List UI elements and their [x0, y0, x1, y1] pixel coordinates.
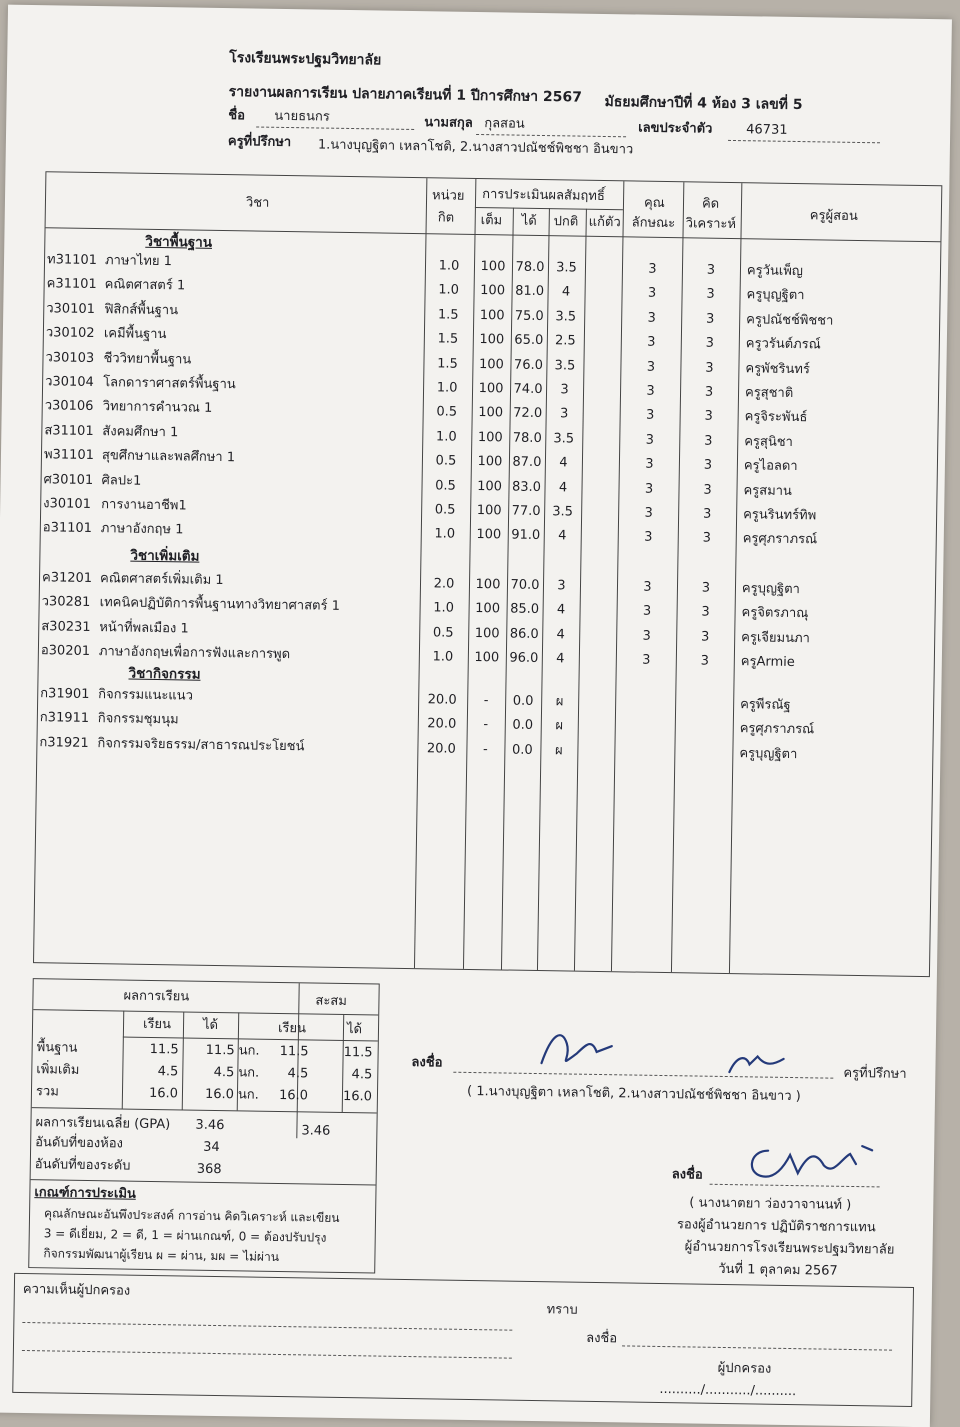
section-extra: วิชาเพิ่มเติม — [130, 547, 200, 565]
summary-study: 16.0 — [148, 1085, 179, 1102]
score-got: 0.0 — [512, 693, 534, 709]
score-full: 100 — [479, 307, 505, 324]
score-got: 70.0 — [510, 577, 540, 594]
subject-code: ก31901 — [40, 686, 90, 702]
rank-level-value: 368 — [196, 1161, 222, 1178]
score-full: - — [483, 717, 489, 733]
col-assessment: การประเมินผลสัมฤทธิ์ — [482, 187, 605, 204]
col-teacher: ครูผู้สอน — [809, 208, 858, 224]
subject-code: อ30201 — [40, 643, 91, 660]
advisor-names: ( 1.นางบุญฐิตา เหลาโชติ, 2.นางสาวปณัชช์พิชชา อินขาว ) — [466, 1083, 801, 1105]
grade-normal: 2.5 — [554, 333, 576, 349]
advisor-1-signature — [531, 1023, 622, 1074]
grade-normal: 4 — [558, 479, 568, 496]
subject-code: ศ30101 — [43, 471, 94, 488]
subject-code: ก31921 — [39, 734, 89, 751]
teacher-name: ครูไอลดา — [743, 458, 798, 475]
summary-unit: นก. — [238, 1043, 260, 1059]
section-basic: วิชาพื้นฐาน — [145, 233, 213, 251]
summary-row-label: เพิ่มเติม — [36, 1062, 80, 1078]
rank-room-label: อันดับที่ของห้อง — [35, 1135, 124, 1152]
summary-cum-study-head: เรียน — [277, 1020, 307, 1037]
teacher-name: ครูนรินทร์ทิพ — [743, 507, 817, 524]
analysis-score: 3 — [701, 580, 711, 596]
subject-name: ฟิสิกส์พื้นฐาน — [104, 301, 179, 319]
analysis-score: 3 — [701, 604, 710, 621]
analysis-score: 3 — [700, 629, 710, 645]
summary-cum-got: 4.5 — [351, 1067, 373, 1083]
gpa-cum-value: 3.46 — [301, 1123, 331, 1139]
summary-got-head: ได้ — [202, 1017, 219, 1034]
id-dotline — [728, 140, 880, 143]
summary-study: 11.5 — [149, 1041, 179, 1058]
surname-label: นามสกุล — [424, 115, 473, 131]
col-full: เต็ม — [480, 213, 503, 229]
characteristic-score: 3 — [646, 359, 656, 375]
characteristic-score: 3 — [647, 334, 656, 350]
teacher-name: ครูสมาน — [743, 482, 793, 499]
characteristic-score: 3 — [645, 432, 655, 448]
report-title: รายงานผลการเรียน ปลายภาคเรียนที่ 1 ปีการศึกษา 2567 — [228, 84, 583, 106]
criteria-line-2: 3 = ดีเยี่ยม, 2 = ดี, 1 = ผ่านเกณฑ์, 0 = ต้องปรับปรุง — [43, 1226, 327, 1245]
score-full: 100 — [476, 503, 502, 519]
summary-got: 16.0 — [204, 1086, 235, 1103]
score-full: 100 — [478, 381, 504, 397]
subject-code: ค31201 — [41, 570, 93, 586]
grade-normal: 3.5 — [553, 431, 575, 447]
grade-normal: 4 — [558, 528, 567, 544]
score-got: 77.0 — [511, 503, 541, 520]
subject-code: ท31101 — [46, 252, 98, 269]
subject-code: ว30101 — [46, 301, 96, 317]
score-full: 100 — [476, 527, 502, 543]
score-got: 65.0 — [514, 332, 544, 349]
id-label: เลขประจำตัว — [638, 120, 713, 137]
score-got: 0.0 — [511, 742, 533, 758]
advisor-label: ครูที่ปรึกษา — [227, 134, 292, 151]
characteristic-score: 3 — [645, 408, 655, 424]
characteristic-score: 3 — [648, 261, 657, 277]
characteristic-score: 3 — [645, 456, 654, 472]
subject-credit: 1.0 — [432, 649, 454, 665]
advisor-role: ครูที่ปรึกษา — [843, 1065, 907, 1082]
teacher-name: ครูปณัชช์พิชชา — [746, 312, 834, 329]
score-got: 87.0 — [512, 454, 542, 471]
characteristic-score: 3 — [644, 481, 654, 497]
deputy-role-1: รองผู้อำนวยการ ปฏิบัติราชการแทน — [676, 1217, 876, 1236]
score-got: 81.0 — [515, 283, 545, 300]
summary-cum-got: 16.0 — [342, 1088, 373, 1105]
teacher-name: ครูสุนิชา — [744, 434, 794, 450]
summary-cumulative-label: สะสม — [315, 993, 347, 1010]
subject-code: อ31101 — [42, 520, 93, 537]
grade-normal: 4 — [561, 284, 571, 300]
subject-name: กิจกรรมแนะแนว — [98, 687, 194, 704]
grade-normal: 3 — [560, 382, 569, 398]
teacher-name: ครูศุภราภรณ์ — [739, 721, 815, 738]
subject-credit: 1.0 — [435, 429, 457, 445]
teacher-name: ครูบุญฐิตา — [741, 581, 801, 598]
summary-box — [28, 978, 380, 1273]
parent-sign-label: ลงชื่อ — [586, 1330, 618, 1347]
name-dotline — [256, 126, 414, 129]
analysis-score: 3 — [703, 457, 713, 473]
gpa-value: 3.46 — [195, 1117, 225, 1134]
grades-table — [33, 171, 942, 977]
grade-normal: ผ — [555, 718, 564, 734]
analysis-score: 3 — [704, 384, 714, 400]
subject-credit: 0.5 — [435, 453, 457, 469]
summary-cum-study: 16.0 — [278, 1087, 309, 1104]
subject-credit: 20.0 — [427, 692, 457, 708]
subject-credit: 1.0 — [433, 600, 455, 617]
subject-credit: 20.0 — [426, 741, 457, 757]
analysis-score: 3 — [704, 433, 713, 449]
summary-unit: นก. — [238, 1065, 260, 1081]
analysis-score: 3 — [702, 506, 712, 522]
subject-name: กิจกรรมจริยธรรม/สาธารณประโยชน์ — [97, 735, 305, 755]
parent-acknowledge: ทราบ — [546, 1302, 578, 1318]
surname-value: กุลสอน — [484, 116, 525, 132]
grade-normal: 3.5 — [555, 309, 577, 325]
subject-name: คณิตศาสตร์ 1 — [104, 277, 186, 294]
subject-credit: 0.5 — [436, 404, 458, 421]
col-normal: ปกติ — [553, 214, 579, 230]
col-subject: วิชา — [245, 195, 270, 211]
score-got: 96.0 — [509, 650, 539, 667]
teacher-name: ครูบุญฐิตา — [746, 287, 805, 304]
summary-row — [32, 1081, 377, 1108]
col-retest: แก้ตัว — [588, 214, 621, 231]
analysis-score: 3 — [706, 262, 716, 278]
parent-opinion-label: ความเห็นผู้ปกครอง — [22, 1281, 131, 1299]
score-got: 72.0 — [513, 405, 543, 422]
score-got: 0.0 — [512, 717, 534, 734]
analysis-score: 3 — [704, 408, 713, 425]
grade-normal: 3.5 — [556, 260, 577, 276]
subject-name: ชีววิทยาพื้นฐาน — [103, 350, 192, 368]
grade-normal: 4 — [556, 627, 565, 643]
subject-credit: 1.0 — [436, 380, 458, 396]
analysis-score: 3 — [703, 482, 712, 498]
subject-name: เทคนิคปฏิบัติการพื้นฐานทางวิทยาศาสตร์ 1 — [99, 595, 341, 615]
score-full: 100 — [474, 650, 500, 666]
parent-role: ผู้ปกครอง — [717, 1360, 772, 1377]
criteria-line-3: กิจกรรมพัฒนาผู้เรียน ผ = ผ่าน, มผ = ไม่ผ่าน — [43, 1246, 280, 1264]
parent-opinion-line-1 — [22, 1322, 512, 1331]
subject-name: ศิลปะ1 — [101, 472, 142, 489]
characteristic-score: 3 — [647, 310, 656, 326]
score-full: 100 — [475, 601, 501, 617]
summary-row-label: พื้นฐาน — [36, 1040, 78, 1056]
summary-row-label: รวม — [35, 1084, 59, 1100]
summary-cum-study: 11.5 — [279, 1043, 309, 1060]
parent-date-blank: ........../.........../.......... — [659, 1381, 797, 1400]
characteristic-score: 3 — [643, 579, 652, 595]
grade-normal: 3 — [557, 578, 566, 594]
grade-normal: 3 — [559, 406, 569, 422]
subject-code: พ31101 — [43, 447, 95, 464]
advisor-2-signature — [721, 1046, 792, 1081]
subject-name: หน้าที่พลเมือง 1 — [99, 619, 189, 637]
subject-name: สุขศึกษาและพลศึกษา 1 — [101, 448, 236, 466]
teacher-name: ครูArmie — [740, 654, 795, 671]
subject-code: ค31101 — [46, 276, 97, 293]
subject-name: โลกดาราศาสตร์พื้นฐาน — [103, 375, 236, 393]
subject-credit: 1.5 — [437, 307, 459, 323]
analysis-score: 3 — [705, 335, 715, 351]
grade-normal: 4 — [559, 455, 568, 471]
subject-name: คณิตศาสตร์เพิ่มเติม 1 — [99, 571, 224, 589]
subject-name: กิจกรรมชุมนุม — [97, 711, 179, 728]
characteristic-score: 3 — [646, 383, 655, 399]
parent-opinion-line-2 — [22, 1350, 512, 1359]
teacher-name: ครูสุชาติ — [744, 385, 794, 401]
subject-credit: 1.0 — [438, 282, 460, 299]
col-credit-bottom: กิต — [437, 210, 455, 226]
subject-code: ง30101 — [43, 496, 92, 512]
subject-name: สังคมศึกษา 1 — [102, 423, 179, 441]
subject-name: ภาษาไทย 1 — [104, 253, 173, 270]
parent-sign-dotline — [622, 1345, 892, 1350]
deputy-sign-label: ลงชื่อ — [671, 1167, 703, 1183]
teacher-name: ครูวันเพ็ญ — [746, 263, 804, 280]
score-got: 86.0 — [509, 626, 539, 642]
subject-name: ภาษาอังกฤษเพื่อการฟังและการพูด — [98, 644, 291, 663]
col-think-top: คิด — [701, 196, 720, 212]
characteristic-score: 3 — [644, 505, 653, 521]
characteristic-score: 3 — [647, 286, 657, 302]
advisor-sign-label: ลงชื่อ — [411, 1055, 443, 1071]
summary-got: 11.5 — [205, 1042, 235, 1059]
subject-credit: 0.5 — [432, 625, 454, 641]
score-full: - — [483, 693, 489, 709]
summary-study: 4.5 — [157, 1064, 179, 1080]
score-full: 100 — [478, 405, 504, 421]
analysis-score: 3 — [700, 653, 710, 669]
subject-credit: 0.5 — [435, 477, 457, 494]
deputy-name: ( นางนาตยา ว่องวาจานนท์ ) — [689, 1195, 852, 1213]
grade-normal: 4 — [556, 651, 565, 667]
grade-normal: 4 — [556, 602, 566, 618]
deputy-role-2: ผู้อำนวยการโรงเรียนพระปฐมวิทยาลัย — [684, 1239, 895, 1258]
summary-results-label: ผลการเรียน — [123, 988, 190, 1005]
subject-credit: 1.0 — [434, 526, 456, 543]
grade-normal: 3.5 — [554, 357, 576, 374]
score-got: 85.0 — [510, 601, 540, 618]
subject-code: ส31101 — [44, 423, 94, 439]
summary-cum-got-head: ได้ — [346, 1022, 363, 1038]
score-full: 100 — [480, 259, 506, 275]
score-got: 83.0 — [511, 479, 542, 495]
subject-credit: 1.0 — [438, 258, 460, 274]
id-value: 46731 — [746, 122, 788, 138]
score-full: 100 — [474, 625, 500, 642]
teacher-name: ครูจิตรภาณุ — [741, 605, 809, 622]
subject-code: ส30231 — [41, 618, 91, 635]
score-full: 100 — [479, 332, 505, 348]
teacher-name: ครูพีรณัฐ — [740, 697, 791, 713]
criteria-line-1: คุณลักษณะอันพึงประสงค์ การอ่าน คิดวิเคราะห์ และเขียน — [43, 1206, 340, 1225]
surname-dotline — [476, 134, 626, 137]
analysis-score: 3 — [702, 530, 712, 547]
analysis-score: 3 — [706, 286, 715, 303]
col-char-top: คุณ — [643, 195, 665, 211]
col-got: ได้ — [521, 213, 537, 229]
col-credit-top: หน่วย — [431, 188, 465, 204]
summary-study-head: เรียน — [142, 1016, 172, 1033]
analysis-score: 3 — [705, 311, 715, 327]
subject-name: วิทยาการคำนวณ 1 — [102, 399, 213, 417]
parent-opinion-box — [12, 1273, 914, 1407]
summary-cum-study: 4.5 — [287, 1066, 309, 1082]
score-got: 91.0 — [511, 527, 541, 544]
score-full: - — [482, 741, 488, 758]
subject-credit: 1.5 — [437, 355, 458, 372]
characteristic-score: 3 — [642, 628, 651, 644]
score-got: 74.0 — [513, 381, 543, 398]
subject-name: การงานอาชีพ1 — [101, 497, 187, 514]
grade-normal: ผ — [554, 743, 563, 759]
teacher-name: ครูบุญฐิตา — [739, 745, 798, 762]
score-full: 100 — [477, 429, 503, 446]
subject-code: ก31911 — [39, 710, 90, 727]
characteristic-score: 3 — [642, 604, 652, 620]
grade-normal: ผ — [555, 694, 564, 710]
summary-unit: นก. — [237, 1087, 259, 1103]
col-char-bottom: ลักษณะ — [631, 215, 676, 232]
score-full: 100 — [478, 356, 504, 373]
section-activity: วิชากิจกรรม — [128, 665, 201, 683]
score-full: 100 — [477, 454, 503, 470]
rank-room-value: 34 — [203, 1139, 220, 1156]
teacher-name: ครูพัชรินทร์ — [745, 360, 811, 377]
name-value: นายธนกร — [274, 108, 330, 125]
teacher-name: ครูเจียมนภา — [741, 629, 811, 647]
summary-cum-got: 11.5 — [343, 1044, 373, 1061]
subject-name: ภาษาอังกฤษ 1 — [100, 521, 184, 538]
subject-code: ว30103 — [45, 349, 95, 366]
score-got: 76.0 — [513, 357, 544, 373]
criteria-title: เกณฑ์การประเมิน — [34, 1185, 136, 1202]
teacher-name: ครูวรันต์ภรณ์ — [745, 336, 821, 353]
score-got: 78.0 — [512, 430, 542, 446]
subject-code: ว30104 — [45, 374, 94, 390]
class-info: มัธยมศึกษาปีที่ 4 ห้อง 3 เลขที่ 5 — [604, 93, 803, 114]
teacher-name: ครูศุภราภรณ์ — [742, 531, 818, 548]
score-got: 78.0 — [515, 259, 545, 276]
subject-credit: 2.0 — [433, 576, 455, 592]
deputy-signature — [738, 1132, 889, 1190]
gpa-label: ผลการเรียนเฉลี่ย (GPA) — [35, 1115, 171, 1133]
subject-code: ว30281 — [41, 594, 91, 611]
summary-got: 4.5 — [213, 1064, 235, 1081]
advisor-value: 1.นางบุญฐิตา เหลาโชติ, 2.นางสาวปณัชช์พิชชา อินขาว — [317, 137, 634, 158]
score-full: 100 — [475, 577, 501, 593]
characteristic-score: 3 — [642, 652, 651, 668]
analysis-score: 3 — [705, 360, 714, 376]
subject-credit: 1.5 — [437, 331, 459, 347]
subject-name: เคมีพื้นฐาน — [103, 326, 167, 343]
rank-level-label: อันดับที่ของระดับ — [34, 1157, 131, 1174]
teacher-name: ครูจิระพันธ์ — [744, 409, 808, 426]
name-label: ชื่อ — [228, 108, 246, 124]
characteristic-score: 3 — [644, 530, 653, 546]
grade-normal: 3.5 — [552, 504, 574, 520]
col-think-bottom: วิเคราะห์ — [685, 216, 737, 233]
subject-code: ว30102 — [45, 325, 95, 342]
score-got: 75.0 — [514, 308, 544, 324]
school-name: โรงเรียนพระปฐมวิทยาลัย — [229, 50, 382, 69]
subject-credit: 20.0 — [427, 716, 457, 733]
report-card-sheet — [0, 5, 952, 1427]
report-date: วันที่ 1 ตุลาคม 2567 — [718, 1261, 838, 1279]
score-full: 100 — [477, 478, 503, 494]
subject-credit: 0.5 — [434, 502, 456, 518]
subject-code: ว30106 — [44, 398, 94, 415]
score-full: 100 — [480, 283, 506, 299]
